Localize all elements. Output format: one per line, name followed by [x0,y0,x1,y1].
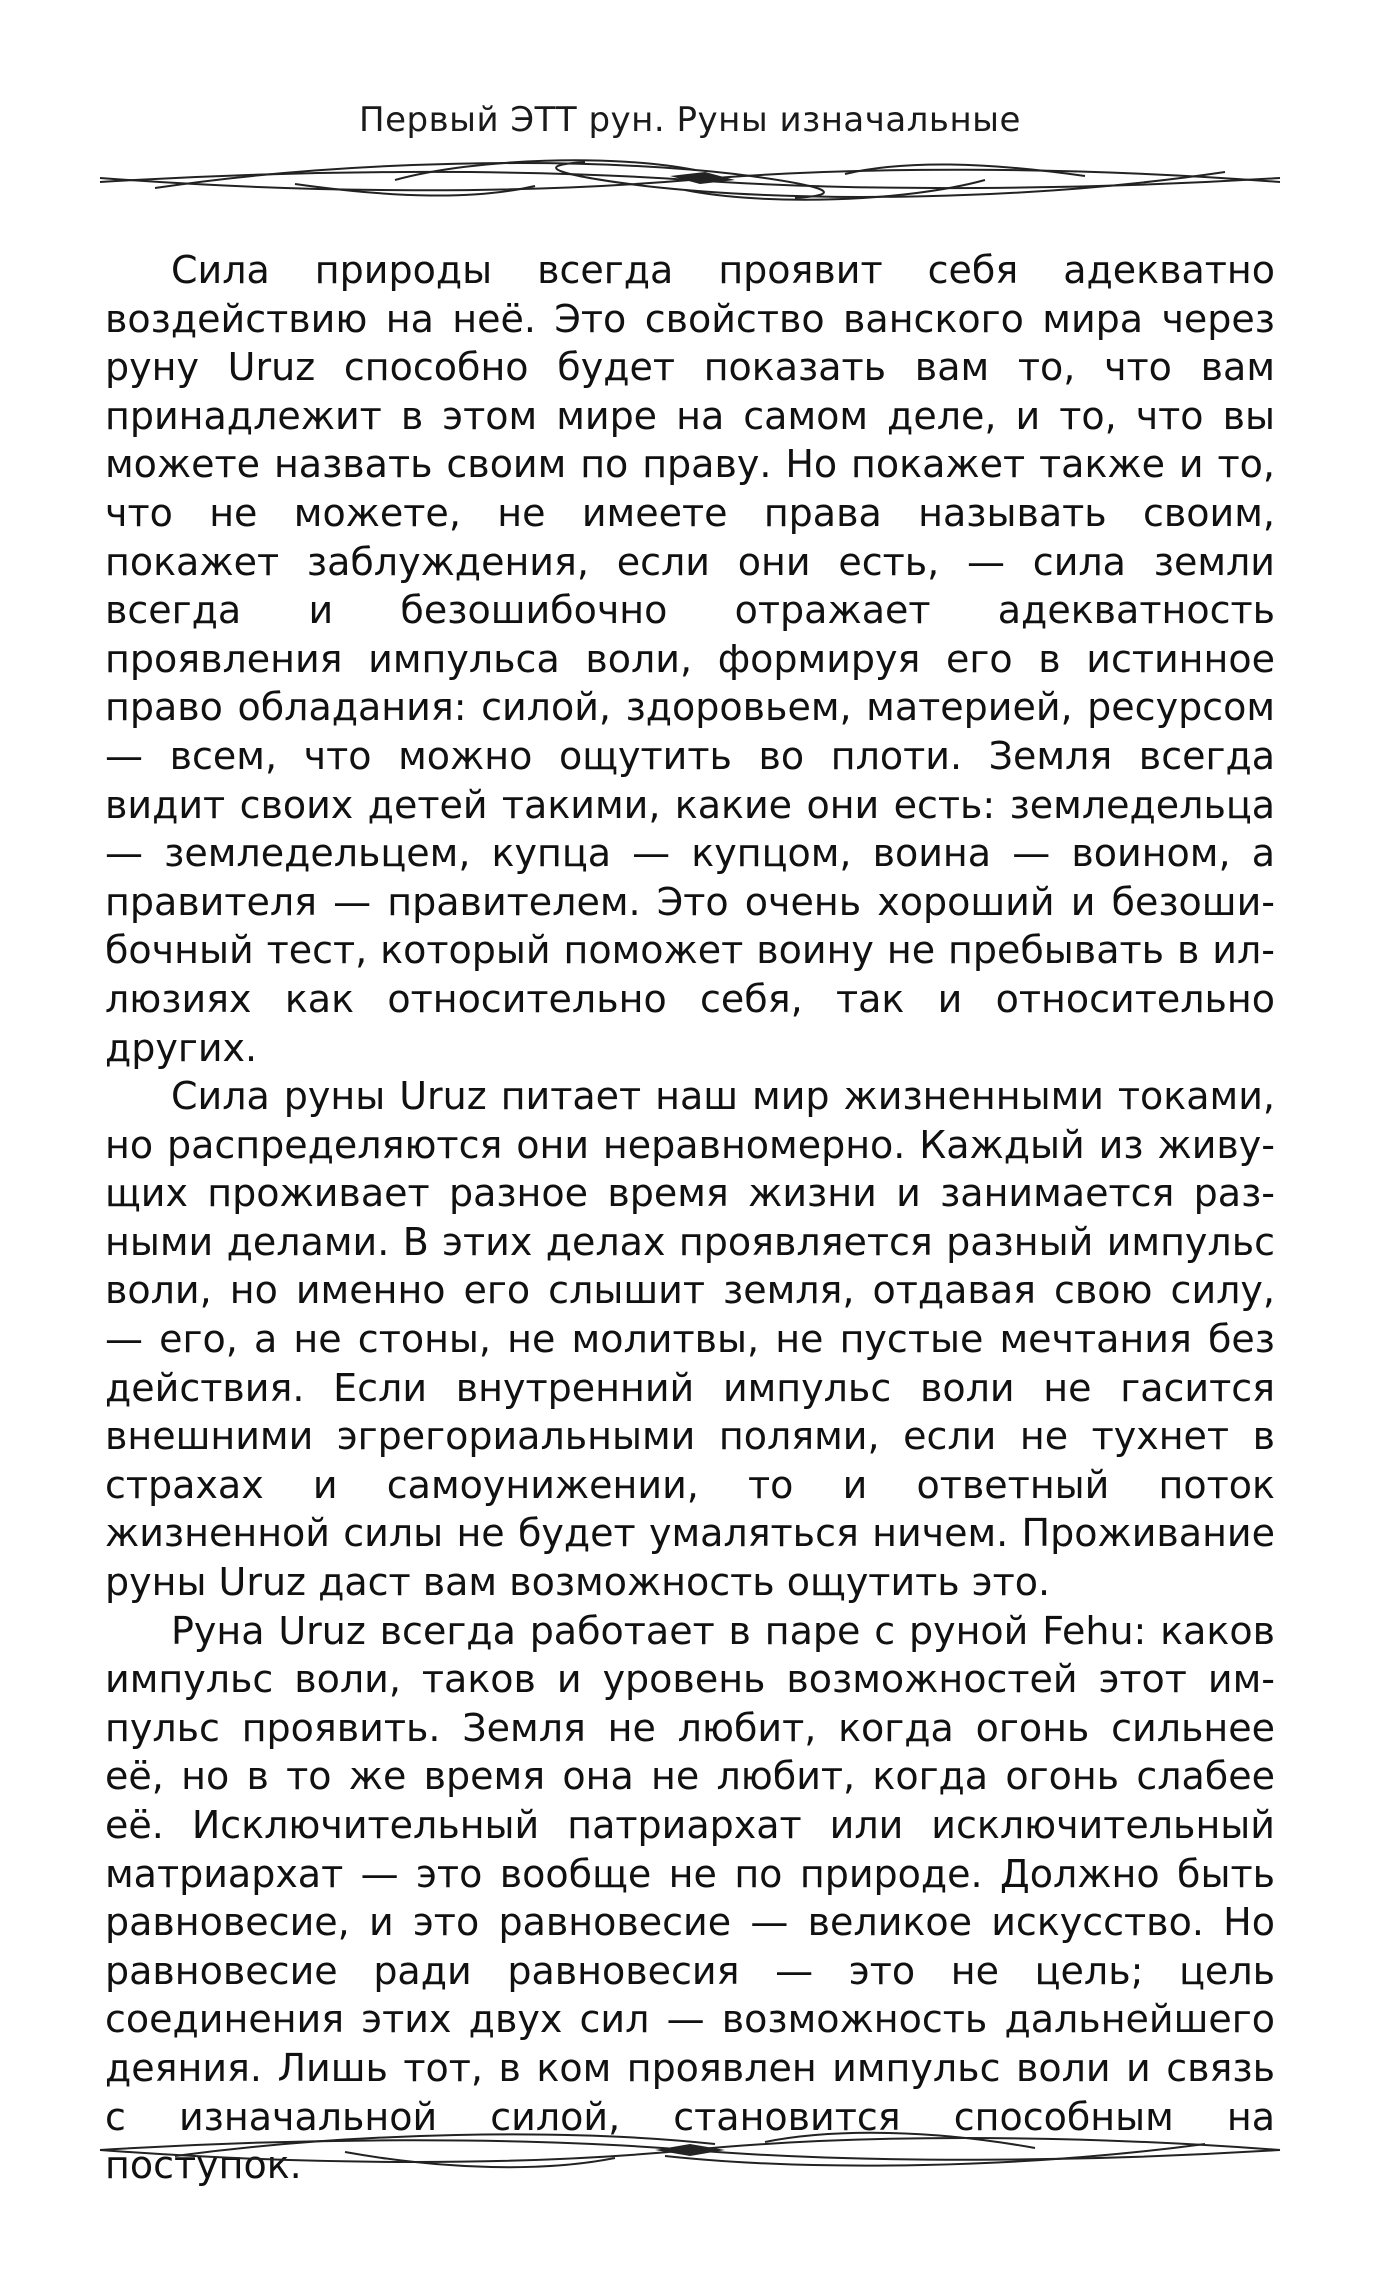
running-head: Первый ЭТТ рун. Руны изначальные [359,100,1021,140]
paragraph-3: Руна Uruz всегда работает в паре с руной Fehu: каков импульс воли, таков и уровень возможностей этот импульс проявить. Земля не любит, когда огонь сильнее её, но в то же время она не любит, когда огонь слабее её. Исключительный патриархат или исключительный матриархат — это вообще не по природе. Должно быть равновесие, и это равновесие — великое искусство. Но равновесие ради равновесия — это не цель; цель соединения этих двух сил — возможность дальнейшего деяния. Лишь тот, в ком проявлен импульс воли и связь с изначальной силой, становится способным на поступок. [105,1608,1275,2188]
body-text [105,246,1275,2190]
header-divider-ornament [95,150,1285,210]
paragraph-2: Сила руны Uruz питает наш мир жизненными токами, но распределяются они неравномерно. Каждый из живущих проживает разное время жизни и занимается разными делами. В этих делах проявляется разный импульс воли, но именно его слышит земля, отдавая свою силу, — его, а не стоны, не молитвы, не пустые мечтания без действия. Если внутренний импульс воли не гасится внешними эгрегориальными полями, если не тухнет в страхах и самоунижении, то и ответный поток жизненной силы не будет умаляться ничем. Проживание руны Uruz даст вам возможность ощутить это. [105,1074,1275,1605]
paragraph-1: Сила природы всегда проявит себя адекватно воздействию на неё. Это свойство ванского мира через руну Uruz способно будет показать вам то, что вам принадлежит в этом мире на самом деле, и то, что вы можете назвать своим по праву. Но покажет также и то, что не можете, не имеете права называть своим, покажет заблуждения, если они есть, — сила земли всегда и безошибочно отражает адекватность проявления импульса воли, формируя его в истинное право обладания: силой, здоровьем, материей, ресурсом — всем, что можно ощутить во плоти. Земля всегда видит своих детей такими, какие они есть: земледельца — земледельцем, купца — купцом, воина — воином, а правителя — правителем. Это очень хороший и безошибочный тест, который поможет воину не пребывать в иллюзиях как относительно себя, так и относительно других. [105,248,1275,1070]
footer-divider-ornament [95,2120,1285,2180]
